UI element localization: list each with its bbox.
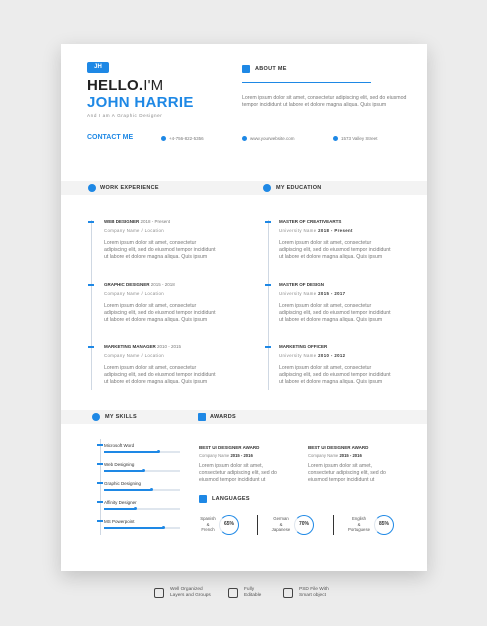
job-description: Lorem ipsum dolor sit amet, consectetur adipiscing elit, sed do eiusmod tempor incididunt ut labore et dolore magna aliqua. Quis ipsum xyxy=(104,240,216,260)
university-name: University Name xyxy=(279,353,317,358)
timeline-marker xyxy=(265,346,271,348)
skill-bar-knob xyxy=(150,488,153,491)
degree-university xyxy=(279,291,345,296)
translate-icon xyxy=(199,495,207,503)
footer-line: Layers and Groups xyxy=(170,593,211,598)
job-title xyxy=(104,344,181,349)
contact-website xyxy=(242,136,295,141)
job-title-text: WEB DESIGNER xyxy=(104,219,140,224)
university-name: University Name xyxy=(279,228,317,233)
language-name xyxy=(346,516,372,533)
location-icon xyxy=(333,136,338,141)
skill-bar xyxy=(104,508,180,510)
job-company: Company Name / Location xyxy=(104,291,165,296)
degree-description: Lorem ipsum dolor sit amet, consectetur adipiscing elit, sed do eiusmod tempor incididunt ut labore et dolore magna aliqua. Quis ipsum xyxy=(279,365,391,385)
job-title-text: MARKETING MANAGER xyxy=(104,344,156,349)
skill-bar-knob xyxy=(162,526,165,529)
skill-marker xyxy=(97,444,103,446)
skill-label: Affinity Designer xyxy=(104,500,137,505)
timeline-marker xyxy=(88,346,94,348)
job-description: Lorem ipsum dolor sit amet, consectetur adipiscing elit, sed do eiusmod tempor incididunt ut labore et dolore magna aliqua. Quis ipsum xyxy=(104,365,216,385)
experience-title: WORK EXPERIENCE xyxy=(100,185,159,191)
degree-years: 2015 - 2017 xyxy=(318,291,346,296)
briefcase-icon xyxy=(88,184,96,192)
languages-title: LANGUAGES xyxy=(212,496,250,502)
skill-bar xyxy=(104,470,180,472)
language-name-line: & xyxy=(279,521,283,527)
skill-label: Microsoft Word xyxy=(104,443,135,448)
skill-bar xyxy=(104,527,180,529)
about-text: Lorem ipsum dolor sit amet, consectetur adipiscing elit, sed do eiusmod tempor incididunt ut labore et dolore magna aliqua. Quis ipsum xyxy=(242,95,407,108)
user-icon xyxy=(242,65,250,73)
skills-title: MY SKILLS xyxy=(105,414,137,420)
graduation-icon xyxy=(263,184,271,192)
greeting-im: I'M xyxy=(143,77,164,94)
degree-university xyxy=(279,228,353,233)
degree-title: MASTER OF DESIGN xyxy=(279,282,325,287)
language-name-line: German xyxy=(273,516,289,521)
language-level-ring: 65% xyxy=(219,515,239,535)
about-title: ABOUT ME xyxy=(255,66,287,72)
skill-bar-fill xyxy=(104,470,144,472)
contact-address xyxy=(333,136,377,141)
language-level-ring: 70% xyxy=(294,515,314,535)
skill-marker xyxy=(97,520,103,522)
timeline-marker xyxy=(88,284,94,286)
timeline-marker xyxy=(265,221,271,223)
education-title: MY EDUCATION xyxy=(276,185,322,191)
language-name-line: Portuguese xyxy=(348,527,370,532)
skill-bar-fill xyxy=(104,508,136,510)
skill-bar-fill xyxy=(104,489,151,491)
job-company: Company Name / Location xyxy=(104,353,165,358)
language-name-line: & xyxy=(357,521,361,527)
footer-line: Editable xyxy=(244,593,262,598)
degree-years: 2018 - Present xyxy=(318,228,353,233)
tagline: And I am A Graphic Designer xyxy=(87,113,163,118)
gear-icon xyxy=(92,413,100,421)
skill-bar xyxy=(104,489,180,491)
language-name xyxy=(268,516,294,533)
language-name-line: Spanish xyxy=(200,516,216,521)
language-divider xyxy=(333,515,334,535)
phone-icon xyxy=(161,136,166,141)
resume-page xyxy=(61,44,427,571)
timeline-marker xyxy=(88,221,94,223)
award-company xyxy=(199,453,253,458)
edit-icon xyxy=(228,588,238,598)
language-level-ring: 85% xyxy=(374,515,394,535)
skill-label: MS Powerpoint xyxy=(104,519,135,524)
full-name: JOHN HARRIE xyxy=(87,94,194,111)
skill-label: Web Designing xyxy=(104,462,135,467)
skill-label: Graphic Designing xyxy=(104,481,142,486)
language-name-line: French xyxy=(201,527,215,532)
skill-bar-fill xyxy=(104,451,159,453)
footer-line: Smart object xyxy=(299,593,326,598)
footer-item xyxy=(244,587,261,599)
footer-item xyxy=(170,587,211,599)
job-company: Company Name / Location xyxy=(104,228,165,233)
language-divider xyxy=(257,515,258,535)
award-company xyxy=(308,453,362,458)
job-description: Lorem ipsum dolor sit amet, consectetur adipiscing elit, sed do eiusmod tempor incididunt ut labore et dolore magna aliqua. Quis ipsum xyxy=(104,303,216,323)
award-title: BEST UI DESIGNER AWARD xyxy=(199,445,260,450)
file-icon xyxy=(283,588,293,598)
degree-description: Lorem ipsum dolor sit amet, consectetur adipiscing elit, sed do eiusmod tempor incididunt ut labore et dolore magna aliqua. Quis ipsum xyxy=(279,303,391,323)
degree-university xyxy=(279,353,345,358)
layers-icon xyxy=(154,588,164,598)
skill-bar-fill xyxy=(104,527,163,529)
skill-bar xyxy=(104,451,180,453)
award-years: 2015 - 2016 xyxy=(339,453,362,458)
university-name: University Name xyxy=(279,291,317,296)
skill-bar-knob xyxy=(157,450,160,453)
degree-title: MARKETING OFFICER xyxy=(279,344,328,349)
job-years: 2018 - Present xyxy=(140,219,171,224)
about-divider xyxy=(242,82,371,83)
job-years: 2015 - 2018 xyxy=(150,282,175,287)
footer-line: Fully xyxy=(244,587,255,592)
footer-item xyxy=(299,587,329,599)
contact-phone xyxy=(161,136,204,141)
award-title: BEST UI DESIGNER AWARD xyxy=(308,445,369,450)
address-text: 1573 Valley Street xyxy=(341,136,378,141)
initials-badge: JH xyxy=(87,62,109,73)
skill-marker xyxy=(97,482,103,484)
skill-bar-knob xyxy=(134,507,137,510)
trophy-icon xyxy=(198,413,206,421)
job-title xyxy=(104,282,175,287)
greeting xyxy=(87,77,163,94)
award-years: 2015 - 2016 xyxy=(230,453,253,458)
language-name xyxy=(195,516,221,533)
phone-text: +4-756-822-5356 xyxy=(169,136,204,141)
award-description: Lorem ipsum dolor sit amet, consectetur adipiscing elit, sed do eiusmod tempor incididunt ut xyxy=(308,463,386,483)
skill-bar-knob xyxy=(142,469,145,472)
greeting-hello: HELLO. xyxy=(87,77,144,94)
degree-years: 2010 - 2012 xyxy=(318,353,346,358)
company-name: Company Name xyxy=(199,453,230,458)
education-timeline xyxy=(268,220,269,390)
website-text: www.yourwebsite.com xyxy=(250,136,295,141)
job-title xyxy=(104,219,170,224)
job-title-text: GRAPHIC DESIGNER xyxy=(104,282,150,287)
experience-timeline xyxy=(91,220,92,390)
globe-icon xyxy=(242,136,247,141)
language-name-line: English xyxy=(351,516,367,521)
company-name: Company Name xyxy=(308,453,339,458)
degree-description: Lorem ipsum dolor sit amet, consectetur adipiscing elit, sed do eiusmod tempor incididunt ut labore et dolore magna aliqua. Quis ipsum xyxy=(279,240,391,260)
timeline-marker xyxy=(265,284,271,286)
awards-title: AWARDS xyxy=(210,414,236,420)
footer-line: Well Organized xyxy=(170,587,203,592)
degree-title: MASTER OF CREATIVEARTS xyxy=(279,219,342,224)
footer-line: PSD File With xyxy=(299,587,329,592)
contact-title: CONTACT ME xyxy=(87,134,134,141)
award-description: Lorem ipsum dolor sit amet, consectetur adipiscing elit, sed do eiusmod tempor incididunt ut xyxy=(199,463,277,483)
skill-marker xyxy=(97,501,103,503)
language-name-line: & xyxy=(206,521,210,527)
job-years: 2010 - 2015 xyxy=(157,344,182,349)
language-name-line: Japanese xyxy=(271,527,291,532)
skill-marker xyxy=(97,463,103,465)
